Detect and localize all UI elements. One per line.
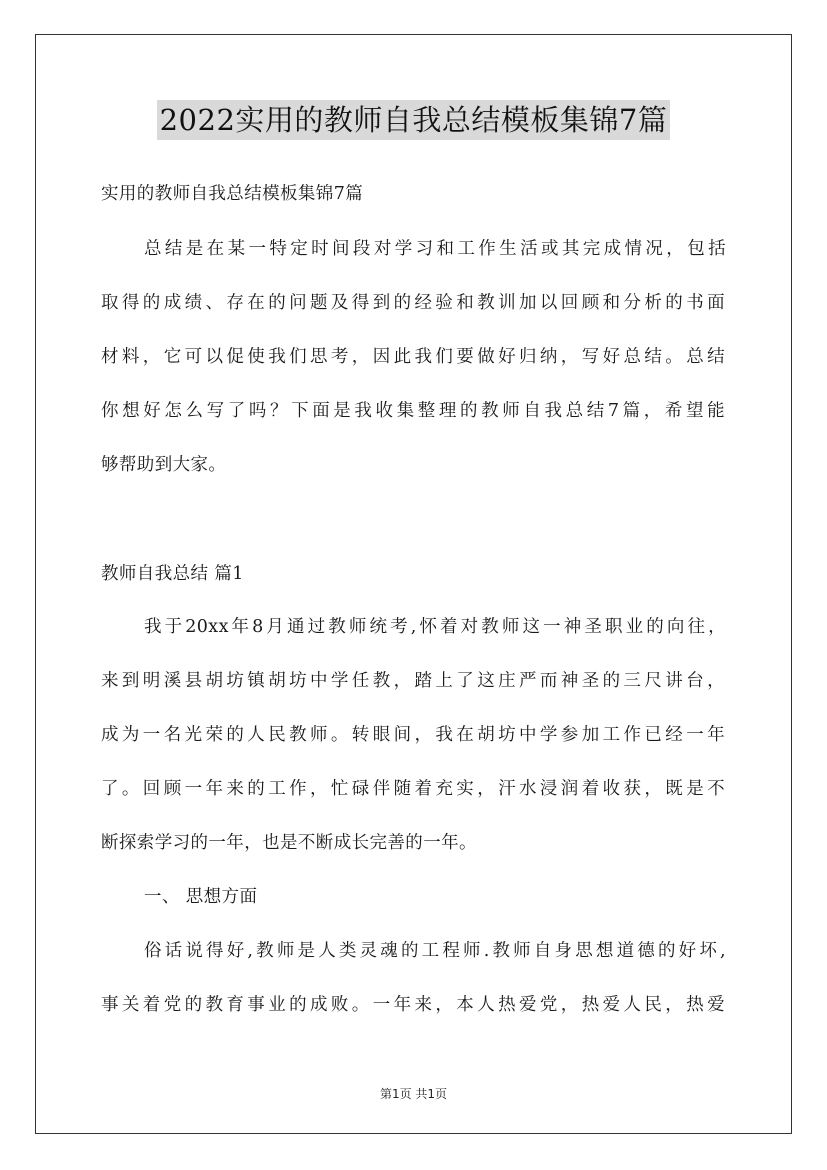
paragraph-line: 我于20xx年8月通过教师统考,怀着对教师这一神圣职业的向往， — [144, 617, 726, 637]
paragraph-line: 了。回顾一年来的工作，忙碌伴随着充实，汗水浸润着收获，既是不 — [101, 779, 725, 799]
paragraph-line: 俗话说得好,教师是人类灵魂的工程师.教师自身思想道德的好坏, — [144, 941, 726, 961]
intro-line: 总结是在某一特定时间段对学习和工作生活或其完成情况，包括 — [144, 239, 726, 259]
subheading: 一、 思想方面 — [144, 887, 258, 907]
paragraph-line: 断探索学习的一年，也是不断成长完善的一年。 — [101, 833, 477, 853]
intro-line: 取得的成绩、存在的问题及得到的经验和教训加以回顾和分析的书面 — [101, 293, 725, 313]
title-text: 2022实用的教师自我总结模板集锦7篇 — [157, 100, 671, 140]
page-footer: 第1页 共1页 — [379, 1087, 448, 1101]
intro-line: 你想好怎么写了吗？下面是我收集整理的教师自我总结7篇，希望能 — [101, 401, 725, 421]
section-heading: 教师自我总结 篇1 — [101, 564, 244, 584]
intro-line: 材料，它可以促使我们思考，因此我们要做好归纳，写好总结。总结 — [101, 347, 725, 367]
intro-line: 够帮助到大家。 — [101, 455, 227, 475]
subtitle: 实用的教师自我总结模板集锦7篇 — [101, 184, 364, 204]
paragraph-line: 来到明溪县胡坊镇胡坊中学任教，踏上了这庄严而神圣的三尺讲台， — [101, 671, 725, 691]
paragraph-line: 成为一名光荣的人民教师。转眼间，我在胡坊中学参加工作已经一年 — [101, 725, 725, 745]
document-title — [0, 100, 827, 140]
paragraph-line: 事关着党的教育事业的成败。一年来，本人热爱党，热爱人民，热爱 — [101, 995, 725, 1015]
